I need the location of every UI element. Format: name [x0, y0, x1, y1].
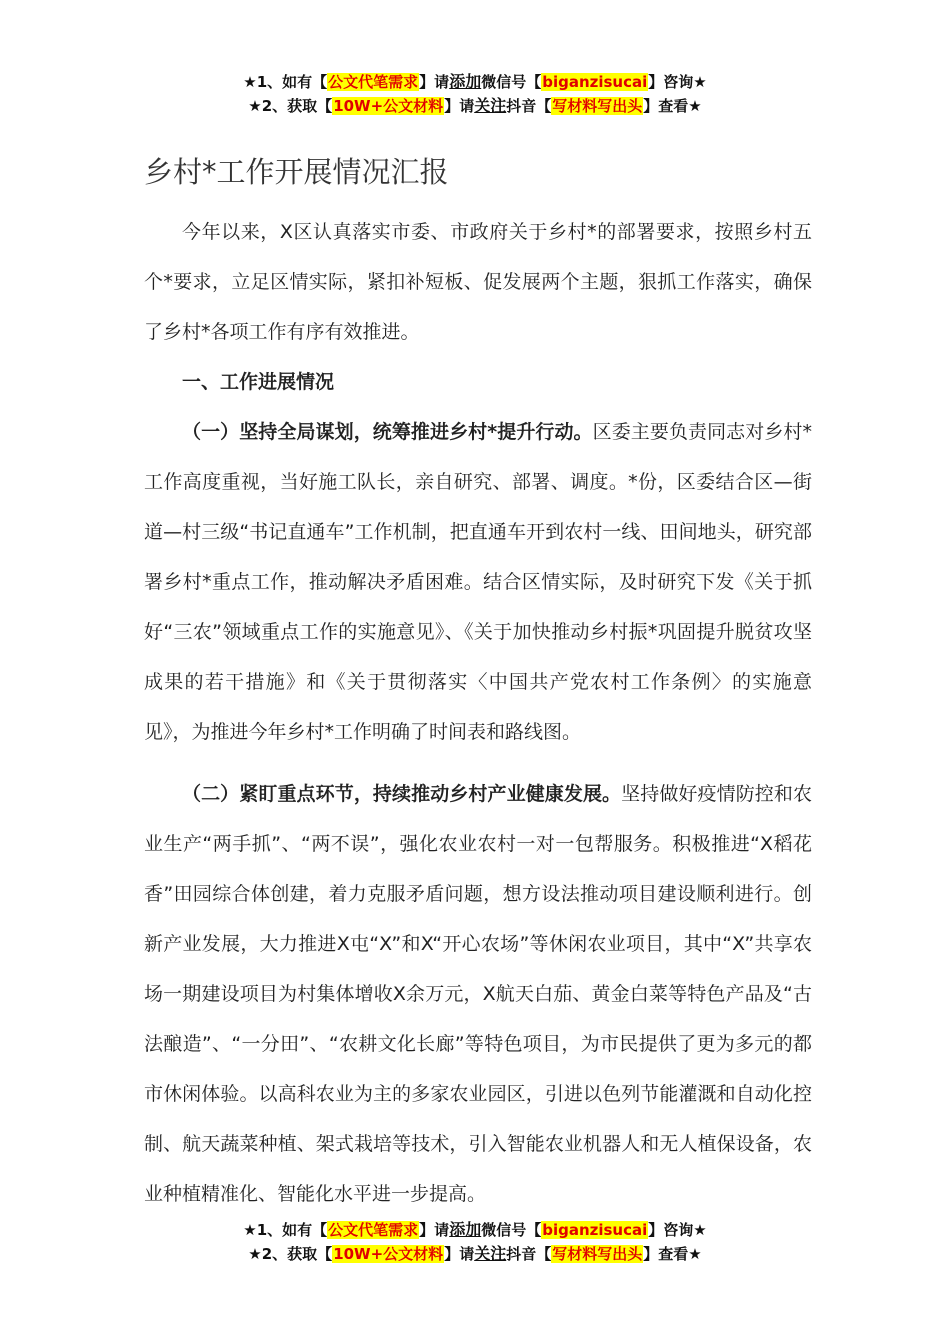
promo-text: 】查看★ — [643, 97, 702, 115]
promo-text: ★1、如有【 — [243, 1221, 328, 1239]
promo-line-1 — [0, 1218, 950, 1242]
promo-text: 】请 — [419, 1221, 450, 1239]
promo-line-2 — [0, 94, 950, 118]
promo-text: ★2、获取【 — [248, 1245, 333, 1263]
document-body — [144, 207, 812, 1219]
promo-underline: 添加 — [449, 1220, 482, 1239]
promo-text: 】咨询★ — [648, 73, 707, 91]
promo-highlight-douyin: 写材料写出头 — [552, 1245, 643, 1263]
promo-highlight: 公文代笔需求 — [328, 1221, 419, 1239]
paragraph-2-body: 坚持做好疫情防控和农业生产“两手抓”、“两不误”，强化农业农村一对一包帮服务。积极推进“X稻花香”田园综合体创建，着力克服矛盾问题，想方设法推动项目建设顺利进行。创新产业发展，大力推进X屯“X”和X“开心农场”等休闲农业项目，其中“X”共享农场一期建设项目为村集体增收X余万元，X航天白茄、黄金白菜等特色产品及“古法酿造”、“一分田”、“农耕文化长廊”等特色项目，为市民提供了更为多元的都市休闲体验。以高科农业为主的多家农业园区，引进以色列节能灌溉和自动化控制、航天蔬菜种植、架式栽培等技术，引入智能农业机器人和无人植保设备，农业种植精准化、智能化水平进一步提高。 — [144, 783, 812, 1205]
promo-text: 微信号【 — [481, 1221, 542, 1239]
section-heading: 一、工作进展情况 — [182, 371, 335, 393]
promo-text: 】查看★ — [643, 1245, 702, 1263]
promo-highlight-douyin: 写材料写出头 — [552, 97, 643, 115]
promo-text: 】咨询★ — [648, 1221, 707, 1239]
promo-highlight-wechat-id: biganzisucai — [542, 73, 648, 91]
promo-text: ★2、获取【 — [248, 97, 333, 115]
paragraph-2 — [144, 769, 812, 1219]
paragraph-2-lead: （二）紧盯重点环节，持续推动乡村产业健康发展。 — [182, 783, 622, 805]
promo-highlight: 10W+公文材料 — [333, 1245, 444, 1263]
intro-paragraph: 今年以来，X区认真落实市委、市政府关于乡村*的部署要求，按照乡村五个*要求，立足区情实际，紧扣补短板、促发展两个主题，狠抓工作落实，确保了乡村*各项工作有序有效推进。 — [144, 221, 812, 343]
promo-text: 微信号【 — [481, 73, 542, 91]
paragraph-1-lead: （一）坚持全局谋划，统筹推进乡村*提升行动。 — [182, 421, 593, 443]
promo-line-2 — [0, 1242, 950, 1266]
promo-text: 】请 — [444, 1245, 475, 1263]
promo-text: 】请 — [419, 73, 450, 91]
promo-underline: 添加 — [449, 72, 482, 91]
document-title: 乡村*工作开展情况汇报 — [144, 155, 449, 189]
bottom-promo-banner — [0, 1218, 950, 1266]
promo-text: 抖音【 — [506, 97, 552, 115]
promo-underline: 关注 — [474, 1244, 507, 1263]
promo-line-1 — [0, 70, 950, 94]
paragraph-1 — [144, 407, 812, 757]
paragraph-1-body: 区委主要负责同志对乡村*工作高度重视，当好施工队长，亲自研究、部署、调度。*份，区委结合区—街道—村三级“书记直通车”工作机制，把直通车开到农村一线、田间地头，研究部署乡村*重点工作，推动解决矛盾困难。结合区情实际，及时研究下发《关于抓好“三农”领域重点工作的实施意见》、《关于加快推动乡村振*巩固提升脱贫攻坚成果的若干措施》和《关于贯彻落实〈中国共产党农村工作条例〉的实施意见》，为推进今年乡村*工作明确了时间表和路线图。 — [144, 421, 812, 743]
promo-text: 抖音【 — [506, 1245, 552, 1263]
promo-text: ★1、如有【 — [243, 73, 328, 91]
promo-highlight-wechat-id: biganzisucai — [542, 1221, 648, 1239]
top-promo-banner — [0, 70, 950, 118]
promo-highlight: 公文代笔需求 — [328, 73, 419, 91]
promo-underline: 关注 — [474, 96, 507, 115]
promo-highlight: 10W+公文材料 — [333, 97, 444, 115]
promo-text: 】请 — [444, 97, 475, 115]
